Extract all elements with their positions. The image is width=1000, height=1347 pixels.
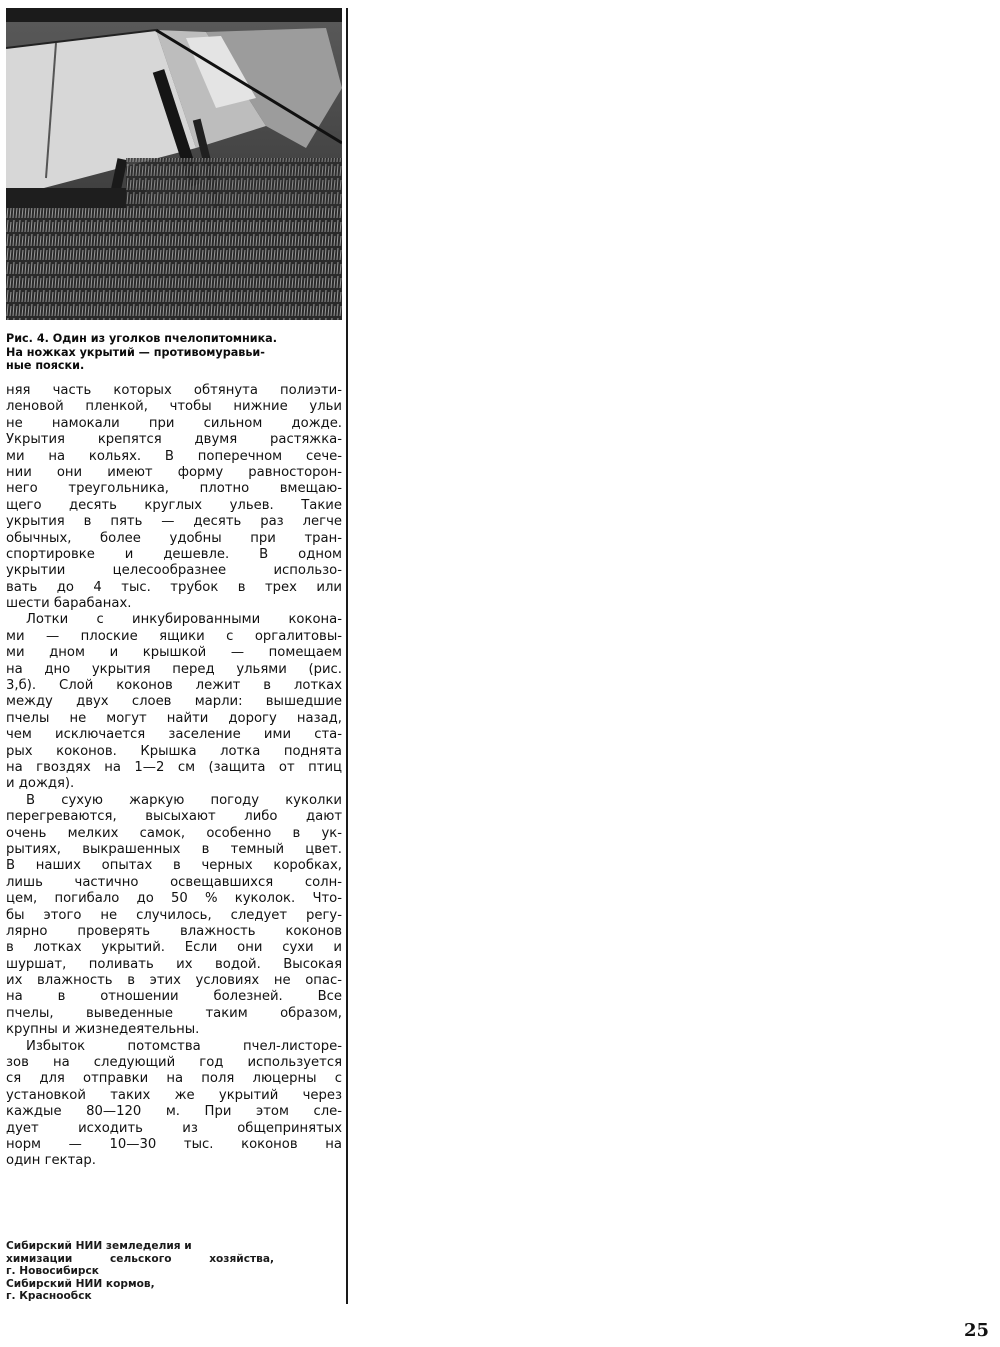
text-line: на в отношении болезней. Все [6, 989, 342, 1005]
text-line: их влажность в этих условиях не опас- [6, 973, 342, 989]
page-number: 25 [964, 1320, 990, 1341]
text-line: цем, погибало до 50 % куколок. Что- [6, 891, 342, 907]
text-line: и дождя). [6, 776, 75, 792]
text-line: норм — 10—30 тыс. коконов на [6, 1136, 342, 1152]
text-line: пчелы не могут найти дорогу назад, [6, 710, 342, 726]
figure-photo [6, 8, 342, 320]
figure-caption [6, 332, 344, 373]
text-line: на гвоздях на 1—2 см (защита от птиц [6, 759, 342, 775]
article-paragraph [6, 793, 342, 1039]
caption-line: ные пояски. [6, 359, 85, 372]
text-line: перегреваются, высыхают либо дают [6, 809, 342, 825]
column-rule [346, 8, 348, 1304]
text-line: шуршат, поливать их водой. Высокая [6, 956, 342, 972]
text-line: укрытии целесообразнее использо- [6, 563, 342, 579]
text-line: рытиях, выкрашенных в темный цвет. [6, 841, 342, 857]
text-line: В наших опытах в черных коробках, [6, 858, 342, 874]
text-line: ми — плоские ящики с оргалитовы- [6, 628, 342, 644]
affiliation-line: г. Краснообск [6, 1290, 92, 1303]
text-line: ся для отправки на поля люцерны с [6, 1071, 342, 1087]
text-line: ми дном и крышкой — помещаем [6, 645, 342, 661]
text-line: лишь частично освещавшихся солн- [6, 874, 342, 890]
text-line: один гектар. [6, 1153, 96, 1169]
text-line: между двух слоев марли: вышедшие [6, 694, 342, 710]
text-line: крупны и жизнедеятельны. [6, 1022, 200, 1038]
text-line: нии они имеют форму равносторон- [6, 464, 342, 480]
text-line: бы этого не случилось, следует регу- [6, 907, 342, 923]
apiary-photo [6, 8, 342, 320]
article-paragraph [6, 1039, 342, 1170]
text-line: Избыток потомства пчел-листоре- [26, 1038, 342, 1054]
text-line: установкой таких же укрытий через [6, 1087, 342, 1103]
text-line: него треугольника, плотно вмещаю- [6, 481, 342, 497]
text-line: леновой пленкой, чтобы нижние ульи [6, 399, 342, 415]
article-paragraph [6, 612, 342, 792]
text-line: чем исключается заселение ими ста- [6, 727, 342, 743]
text-line: лярно проверять влажность коконов [6, 923, 342, 939]
text-line: няя часть которых обтянута полиэти- [6, 383, 342, 398]
text-line: 3,б). Слой коконов лежит в лотках [6, 678, 342, 694]
caption-line: На ножках укрытий — противомуравьи- [6, 345, 265, 359]
affiliation-line: г. Новосибирск [6, 1265, 99, 1278]
author-affiliations [6, 1240, 306, 1303]
text-line: спортировке и дешевле. В одном [6, 546, 342, 562]
affiliation-line: химизации сельского хозяйства, [6, 1252, 274, 1265]
text-line: дует исходить из общепринятых [6, 1120, 342, 1136]
text-line: зов на следующий год используется [6, 1055, 342, 1071]
text-line: вать до 4 тыс. трубок в трех или [6, 579, 342, 595]
text-line: в лотках укрытий. Если они сухи и [6, 940, 342, 956]
text-line: В сухую жаркую погоду куколки [26, 792, 342, 808]
article-paragraph [6, 383, 342, 612]
text-line: укрытия в пять — десять раз легче [6, 514, 342, 530]
text-line: не намокали при сильном дожде. [6, 415, 342, 431]
text-line: Укрытия крепятся двумя растяжка- [6, 432, 342, 448]
text-line: Лотки с инкубированными кокона- [26, 612, 342, 628]
article-body [6, 383, 342, 1170]
text-line: каждые 80—120 м. При этом сле- [6, 1104, 342, 1120]
text-line: пчелы, выведенные таким образом, [6, 1005, 342, 1021]
text-line: рых коконов. Крышка лотка поднята [6, 743, 342, 759]
text-line: обычных, более удобны при тран- [6, 530, 342, 546]
text-line: щего десять круглых ульев. Такие [6, 497, 342, 513]
caption-line: Рис. 4. Один из уголков пчелопитомника. [6, 332, 277, 345]
affiliation-line: Сибирский НИИ земледелия и [6, 1240, 192, 1252]
text-line: очень мелких самок, особенно в ук- [6, 825, 342, 841]
text-line: ми на кольях. В поперечном сече- [6, 448, 342, 464]
text-line: шести барабанах. [6, 596, 132, 612]
text-line: на дно укрытия перед ульями (рис. [6, 661, 342, 677]
affiliation-line: Сибирский НИИ кормов, [6, 1277, 155, 1290]
